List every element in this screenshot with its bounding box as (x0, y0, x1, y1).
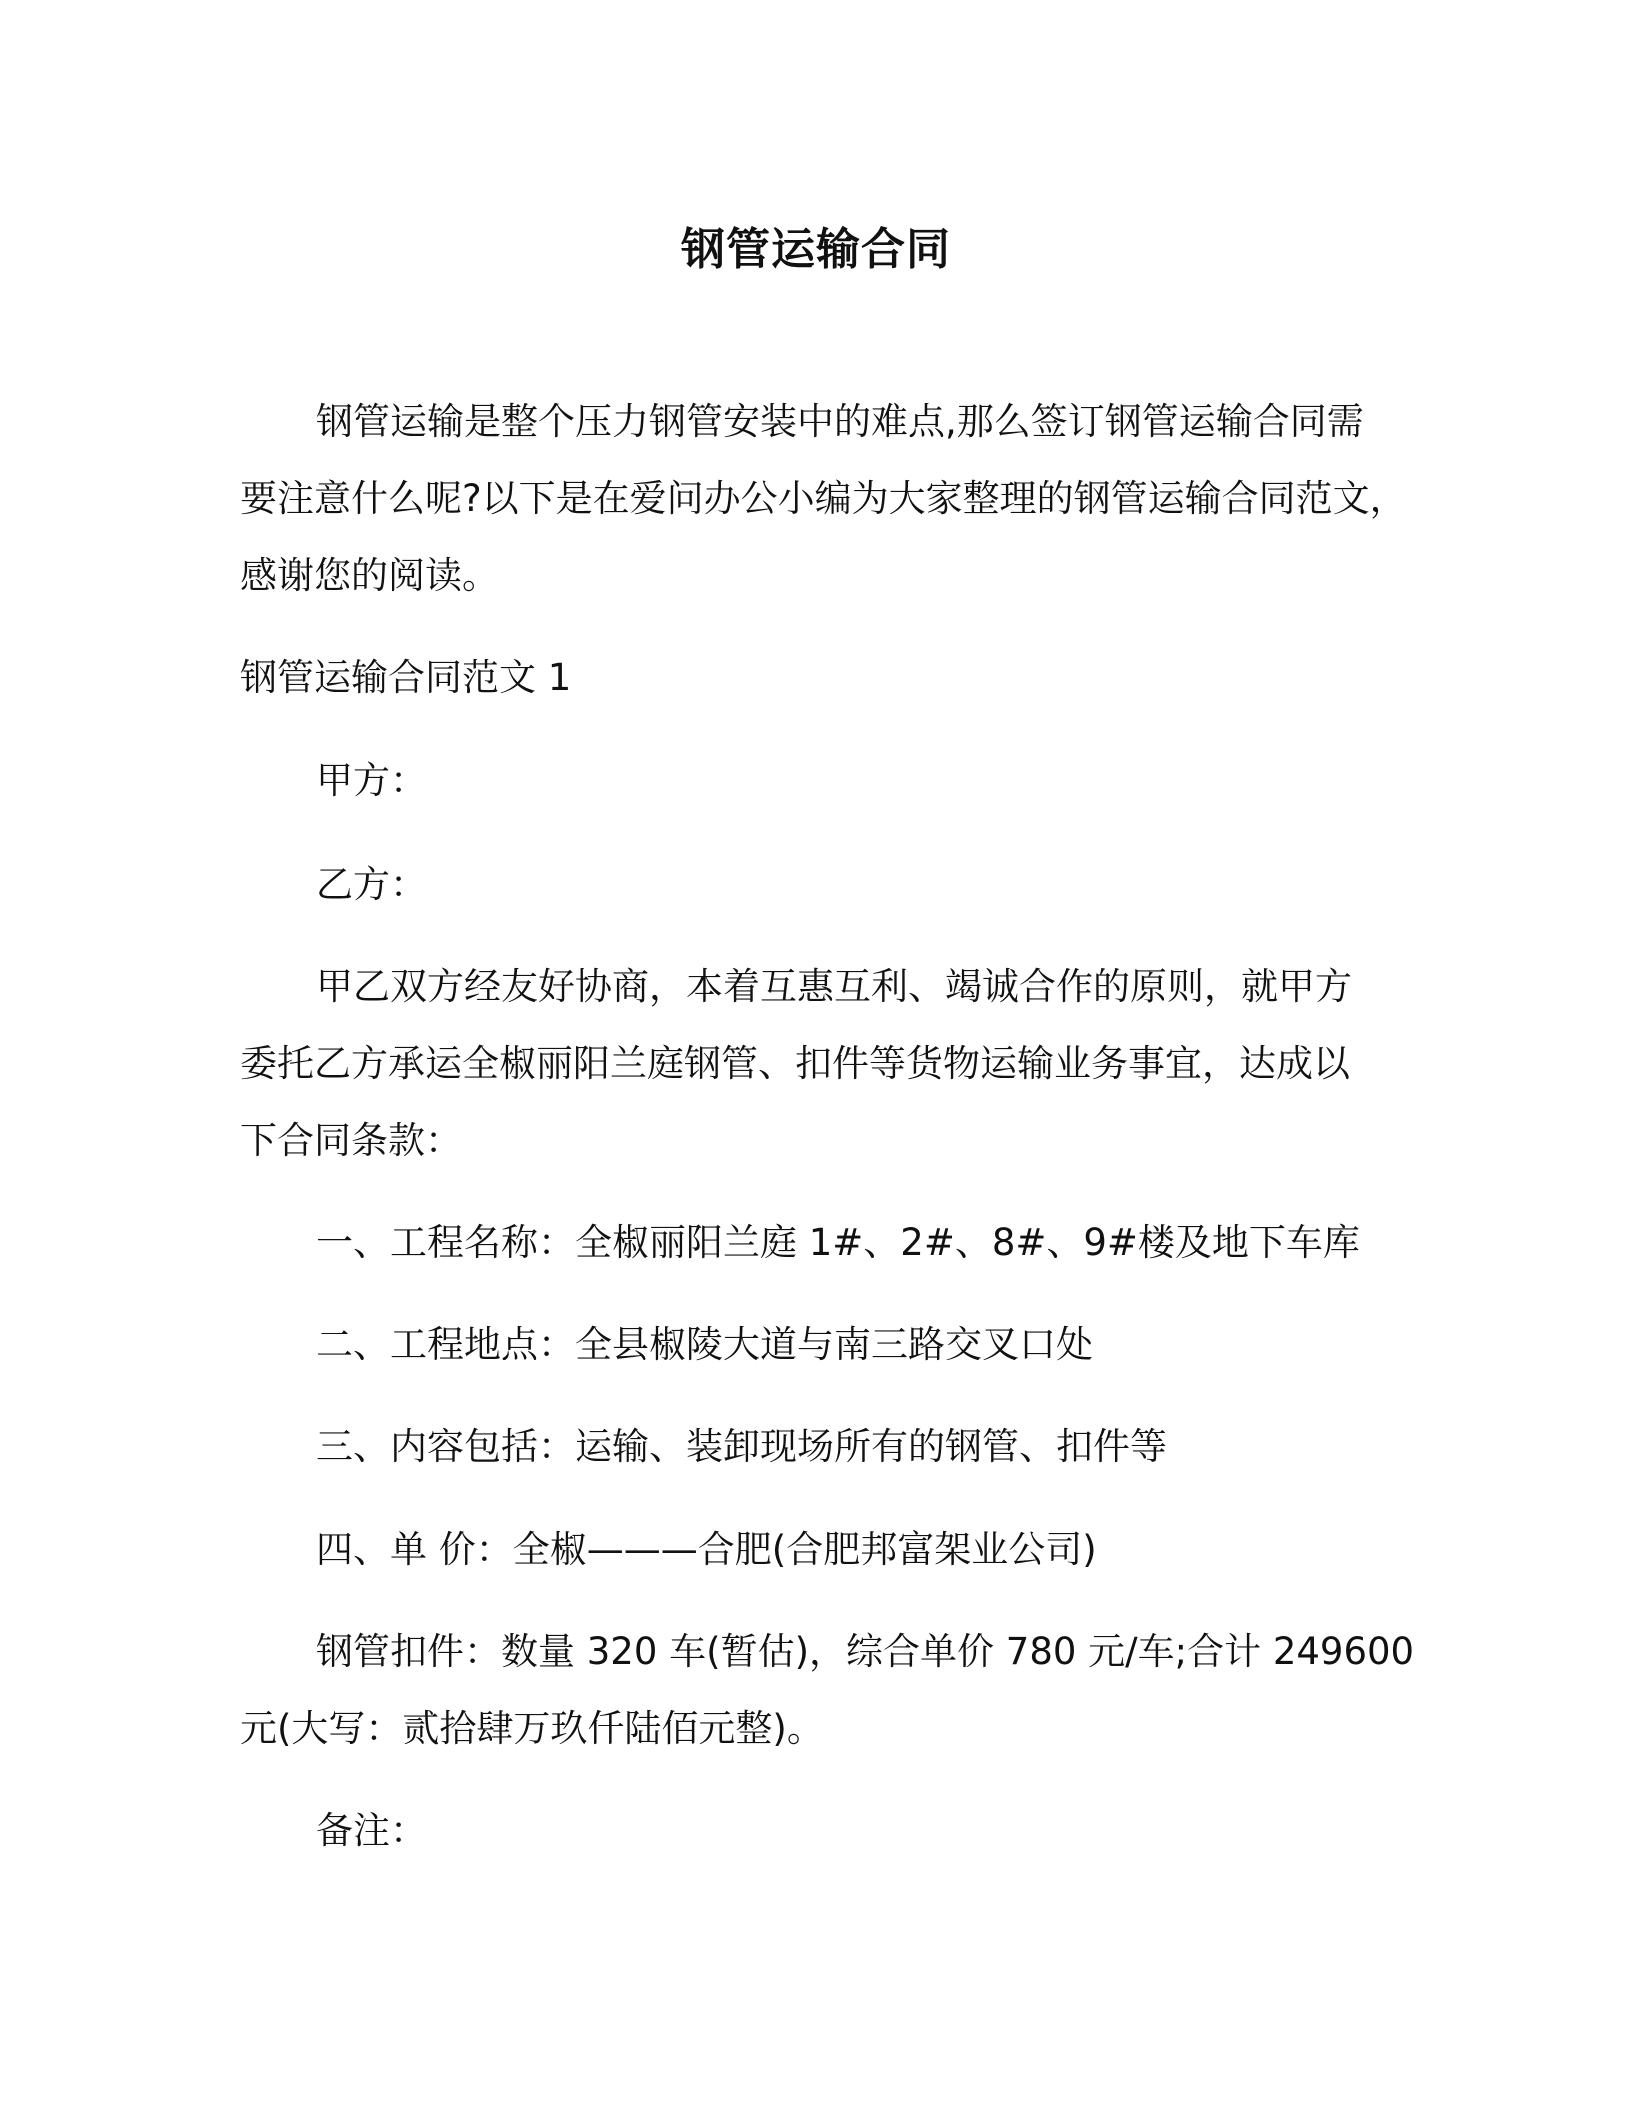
remarks-label: 备注： (316, 1809, 427, 1852)
party-a-label: 甲方： (316, 759, 427, 802)
agreement-line-3: 下合同条款： (240, 1119, 462, 1162)
pricing-line-1: 钢管扣件：数量 320 车(暂估)，综合单价 780 元/车;合计 249600 (316, 1630, 1415, 1673)
agreement-line-2: 委托乙方承运全椒丽阳兰庭钢管、扣件等货物运输业务事宜，达成以 (240, 1042, 1350, 1085)
clause-content-scope: 三、内容包括：运输、装卸现场所有的钢管、扣件等 (316, 1425, 1167, 1468)
intro-line-1: 钢管运输是整个压力钢管安装中的难点,那么签订钢管运输合同需 (316, 400, 1364, 443)
pricing-line-2: 元(大写：贰拾肆万玖仟陆佰元整)。 (240, 1707, 824, 1750)
document-title: 钢管运输合同 (681, 224, 951, 275)
clause-project-location: 二、工程地点：全县椒陵大道与南三路交叉口处 (316, 1323, 1093, 1366)
agreement-line-1: 甲乙双方经友好协商，本着互惠互利、竭诚合作的原则，就甲方 (316, 965, 1352, 1008)
intro-line-3: 感谢您的阅读。 (240, 554, 499, 597)
intro-line-2: 要注意什么呢?以下是在爱问办公小编为大家整理的钢管运输合同范文， (240, 477, 1407, 520)
clause-unit-price: 四、单 价：全椒———合肥(合肥邦富架业公司) (316, 1528, 1097, 1571)
party-b-label: 乙方： (316, 863, 427, 906)
clause-project-name: 一、工程名称：全椒丽阳兰庭 1#、2#、8#、9#楼及地下车库 (316, 1221, 1360, 1264)
section-heading: 钢管运输合同范文 1 (240, 656, 572, 699)
